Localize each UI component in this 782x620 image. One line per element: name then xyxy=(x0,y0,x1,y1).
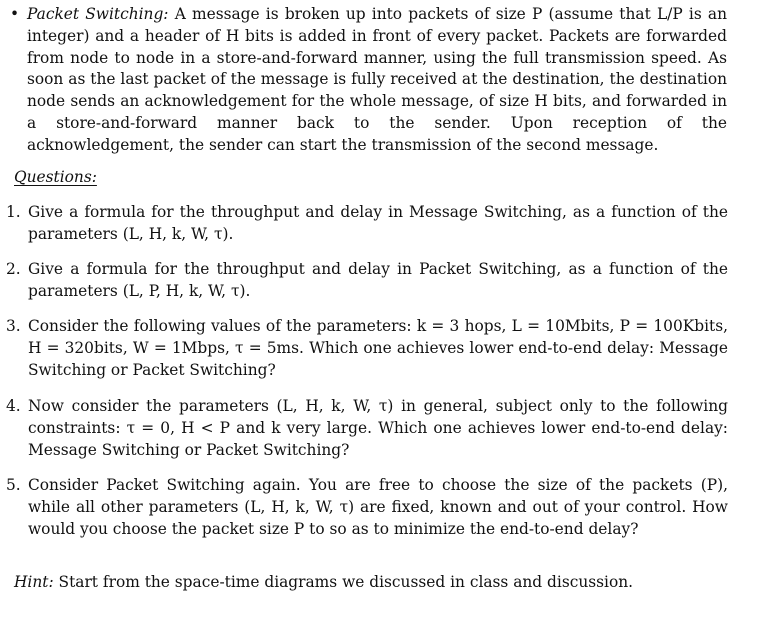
bullet-text: A message is broken up into packets of size P (assume that L/P is an integer) and a header of H bits is added in front of every packet. Packets are forwarded from node to node in a store-and-forward manner, using the full transmission speed. As soon as the last packet of the message is fully received at the destination, the destination node sends an acknowledgement for the whole message, of size H bits, and forwarded in a store-and-forward manner back to the sender. Upon reception of the acknowledgement, the sender can start the transmission of the second message. xyxy=(27,5,727,154)
question-2: Give a formula for the throughput and delay in Packet Switching, as a function of the parameters (L, P, H, k, W, τ). xyxy=(28,260,728,300)
questions-heading: Questions: xyxy=(14,168,97,186)
question-3: Consider the following values of the parameters: k = 3 hops, L = 10Mbits, P = 100Kbits, H = 320bits, W = 1Mbps, τ = 5ms. Which one achieves lower end-to-end delay: Message Switching or Packet Switching? xyxy=(28,317,728,379)
packet-switching-description xyxy=(27,4,727,157)
bullet-point: • xyxy=(10,5,20,23)
question-number: 5. xyxy=(6,476,21,494)
question-1: Give a formula for the throughput and delay in Message Switching, as a function of the parameters (L, H, k, W, τ). xyxy=(28,203,728,243)
question-number: 1. xyxy=(6,203,21,221)
question-number: 3. xyxy=(6,317,21,335)
hint xyxy=(14,572,633,594)
question-4: Now consider the parameters (L, H, k, W, τ) in general, subject only to the following constraints: τ = 0, H < P and k very large. Which one achieves lower end-to-end delay: Message Switching or Packet Switching? xyxy=(28,397,728,459)
question-5: Consider Packet Switching again. You are free to choose the size of the packets (P), while all other parameters (L, H, k, W, τ) are fixed, known and out of your control. How would you choose the packet size P to so as to minimize the end-to-end delay? xyxy=(28,476,728,538)
bullet-term: Packet Switching: xyxy=(27,5,169,23)
question-number: 2. xyxy=(6,260,21,278)
hint-label: Hint: xyxy=(14,573,54,591)
hint-text: Start from the space-time diagrams we discussed in class and discussion. xyxy=(58,573,634,591)
question-number: 4. xyxy=(6,397,21,415)
